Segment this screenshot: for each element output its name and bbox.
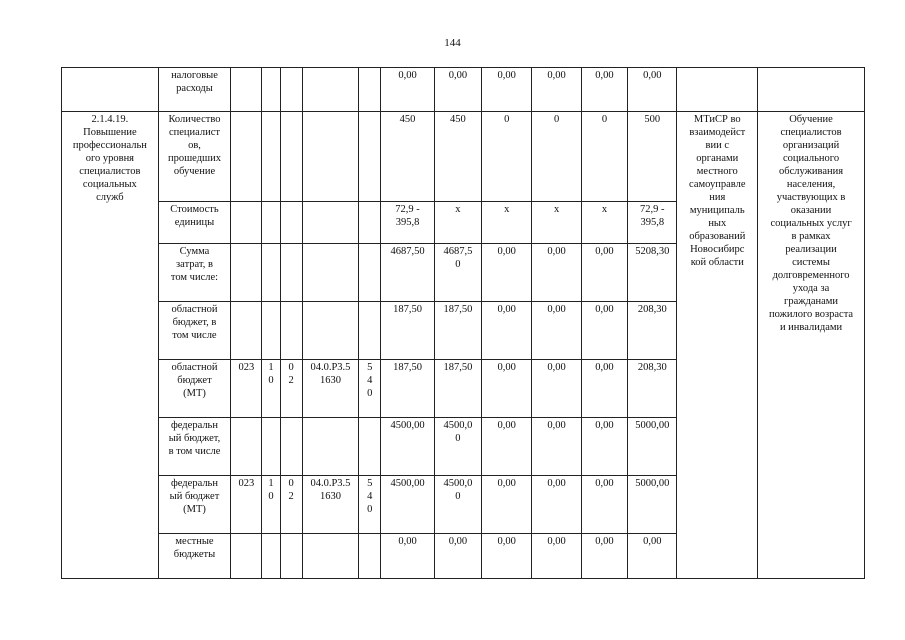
grbs-cell [231, 202, 262, 244]
csr-cell [302, 244, 358, 302]
value-cell: 0,00 [381, 534, 434, 579]
grbs-cell: 023 [231, 476, 262, 534]
value-cell: 0,00 [532, 476, 581, 534]
value-cell: 0,00 [482, 534, 532, 579]
value-cell: 0,00 [532, 418, 581, 476]
value-cell: 0,00 [532, 68, 581, 112]
budget-table [61, 67, 865, 579]
value-cell: 187,50 [434, 360, 481, 418]
value-cell: 5000,00 [628, 418, 677, 476]
pr-cell [280, 534, 302, 579]
value-cell: 500 [628, 112, 677, 202]
rz-cell: 1 0 [262, 476, 280, 534]
row-desc: Стоимость единицы [158, 202, 231, 244]
value-cell: 0 [532, 112, 581, 202]
vr-cell [359, 418, 381, 476]
row-desc: федеральн ый бюджет (МТ) [158, 476, 231, 534]
value-cell: 4500,00 [381, 476, 434, 534]
value-cell: 0,00 [482, 476, 532, 534]
rz-cell [262, 112, 280, 202]
value-cell: 72,9 - 395,8 [628, 202, 677, 244]
rz-cell: 1 0 [262, 360, 280, 418]
table-row-taxes [62, 68, 865, 112]
table-row [62, 112, 865, 202]
value-cell: 4687,50 [381, 244, 434, 302]
pr-cell [280, 302, 302, 360]
rz-cell [262, 302, 280, 360]
value-cell: 0,00 [482, 418, 532, 476]
rz-cell [262, 244, 280, 302]
value-cell: 5208,30 [628, 244, 677, 302]
pr-cell [280, 418, 302, 476]
vr-cell [359, 534, 381, 579]
value-cell: 4500,00 [381, 418, 434, 476]
grbs-cell [231, 244, 262, 302]
result-cell-empty [758, 68, 865, 112]
value-cell: 0,00 [628, 534, 677, 579]
value-cell: 0 [581, 112, 627, 202]
pr-cell: 0 2 [280, 476, 302, 534]
row-desc: областной бюджет, в том числе [158, 302, 231, 360]
value-cell: 0,00 [628, 68, 677, 112]
vr-cell [359, 202, 381, 244]
vr-cell: 5 4 0 [359, 360, 381, 418]
value-cell: x [482, 202, 532, 244]
csr-cell: 04.0.Р3.5 1630 [302, 476, 358, 534]
value-cell: 0,00 [482, 302, 532, 360]
csr-cell [302, 68, 358, 112]
executor-cell-empty [677, 68, 758, 112]
grbs-cell [231, 68, 262, 112]
measure-rows [62, 112, 865, 579]
csr-cell [302, 302, 358, 360]
value-cell: 0,00 [581, 534, 627, 579]
value-cell: 0,00 [581, 68, 627, 112]
value-cell: 4687,5 0 [434, 244, 481, 302]
value-cell: 0 [482, 112, 532, 202]
value-cell: 187,50 [434, 302, 481, 360]
value-cell: 208,30 [628, 302, 677, 360]
value-cell: 0,00 [532, 244, 581, 302]
value-cell: x [581, 202, 627, 244]
rz-cell [262, 418, 280, 476]
value-cell: 4500,0 0 [434, 476, 481, 534]
row-desc: Количество специалист ов, прошедших обучение [158, 112, 231, 202]
value-cell: 0,00 [381, 68, 434, 112]
value-cell: 0,00 [434, 534, 481, 579]
row-desc: федеральн ый бюджет, в том числе [158, 418, 231, 476]
vr-cell [359, 112, 381, 202]
pr-cell [280, 112, 302, 202]
value-cell: 72,9 - 395,8 [381, 202, 434, 244]
grbs-cell [231, 302, 262, 360]
value-cell: 450 [434, 112, 481, 202]
csr-cell [302, 112, 358, 202]
grbs-cell [231, 112, 262, 202]
rz-cell [262, 202, 280, 244]
value-cell: 0,00 [434, 68, 481, 112]
value-cell: 5000,00 [628, 476, 677, 534]
value-cell: 0,00 [581, 360, 627, 418]
pr-cell [280, 68, 302, 112]
csr-cell: 04.0.Р3.5 1630 [302, 360, 358, 418]
value-cell: 0,00 [581, 302, 627, 360]
vr-cell: 5 4 0 [359, 476, 381, 534]
value-cell: x [532, 202, 581, 244]
value-cell: 0,00 [532, 360, 581, 418]
value-cell: 187,50 [381, 302, 434, 360]
page-number: 144 [444, 37, 461, 49]
pr-cell: 0 2 [280, 360, 302, 418]
csr-cell [302, 418, 358, 476]
value-cell: 0,00 [482, 360, 532, 418]
vr-cell [359, 244, 381, 302]
grbs-cell [231, 418, 262, 476]
result-cell: Обучение специалистов организаций социального обслуживания населения, участвующих в оказании социальных услуг в рамках реализации системы долговременного ухода за гражданами пожилого возраста и инвалидами [758, 112, 865, 579]
executor-cell: МТиСР во взаимодейст вии с органами местного самоуправле ния муниципаль ных образований Новосибирс кой области [677, 112, 758, 579]
value-cell: 187,50 [381, 360, 434, 418]
pr-cell [280, 202, 302, 244]
rz-cell [262, 534, 280, 579]
rz-cell [262, 68, 280, 112]
value-cell: 0,00 [581, 244, 627, 302]
grbs-cell [231, 534, 262, 579]
measure-cell-empty [62, 68, 159, 112]
value-cell: 0,00 [482, 68, 532, 112]
csr-cell [302, 202, 358, 244]
value-cell: 0,00 [532, 302, 581, 360]
measure-title: 2.1.4.19. Повышение профессиональн ого уровня специалистов социальных служб [62, 112, 159, 579]
row-desc: местные бюджеты [158, 534, 231, 579]
vr-cell [359, 68, 381, 112]
value-cell: x [434, 202, 481, 244]
grbs-cell: 023 [231, 360, 262, 418]
value-cell: 0,00 [532, 534, 581, 579]
row-desc: областной бюджет (МТ) [158, 360, 231, 418]
row-desc: Сумма затрат, в том числе: [158, 244, 231, 302]
value-cell: 0,00 [581, 476, 627, 534]
value-cell: 450 [381, 112, 434, 202]
csr-cell [302, 534, 358, 579]
value-cell: 208,30 [628, 360, 677, 418]
value-cell: 4500,0 0 [434, 418, 481, 476]
pr-cell [280, 244, 302, 302]
vr-cell [359, 302, 381, 360]
row-desc: налоговые расходы [158, 68, 231, 112]
value-cell: 0,00 [482, 244, 532, 302]
value-cell: 0,00 [581, 418, 627, 476]
